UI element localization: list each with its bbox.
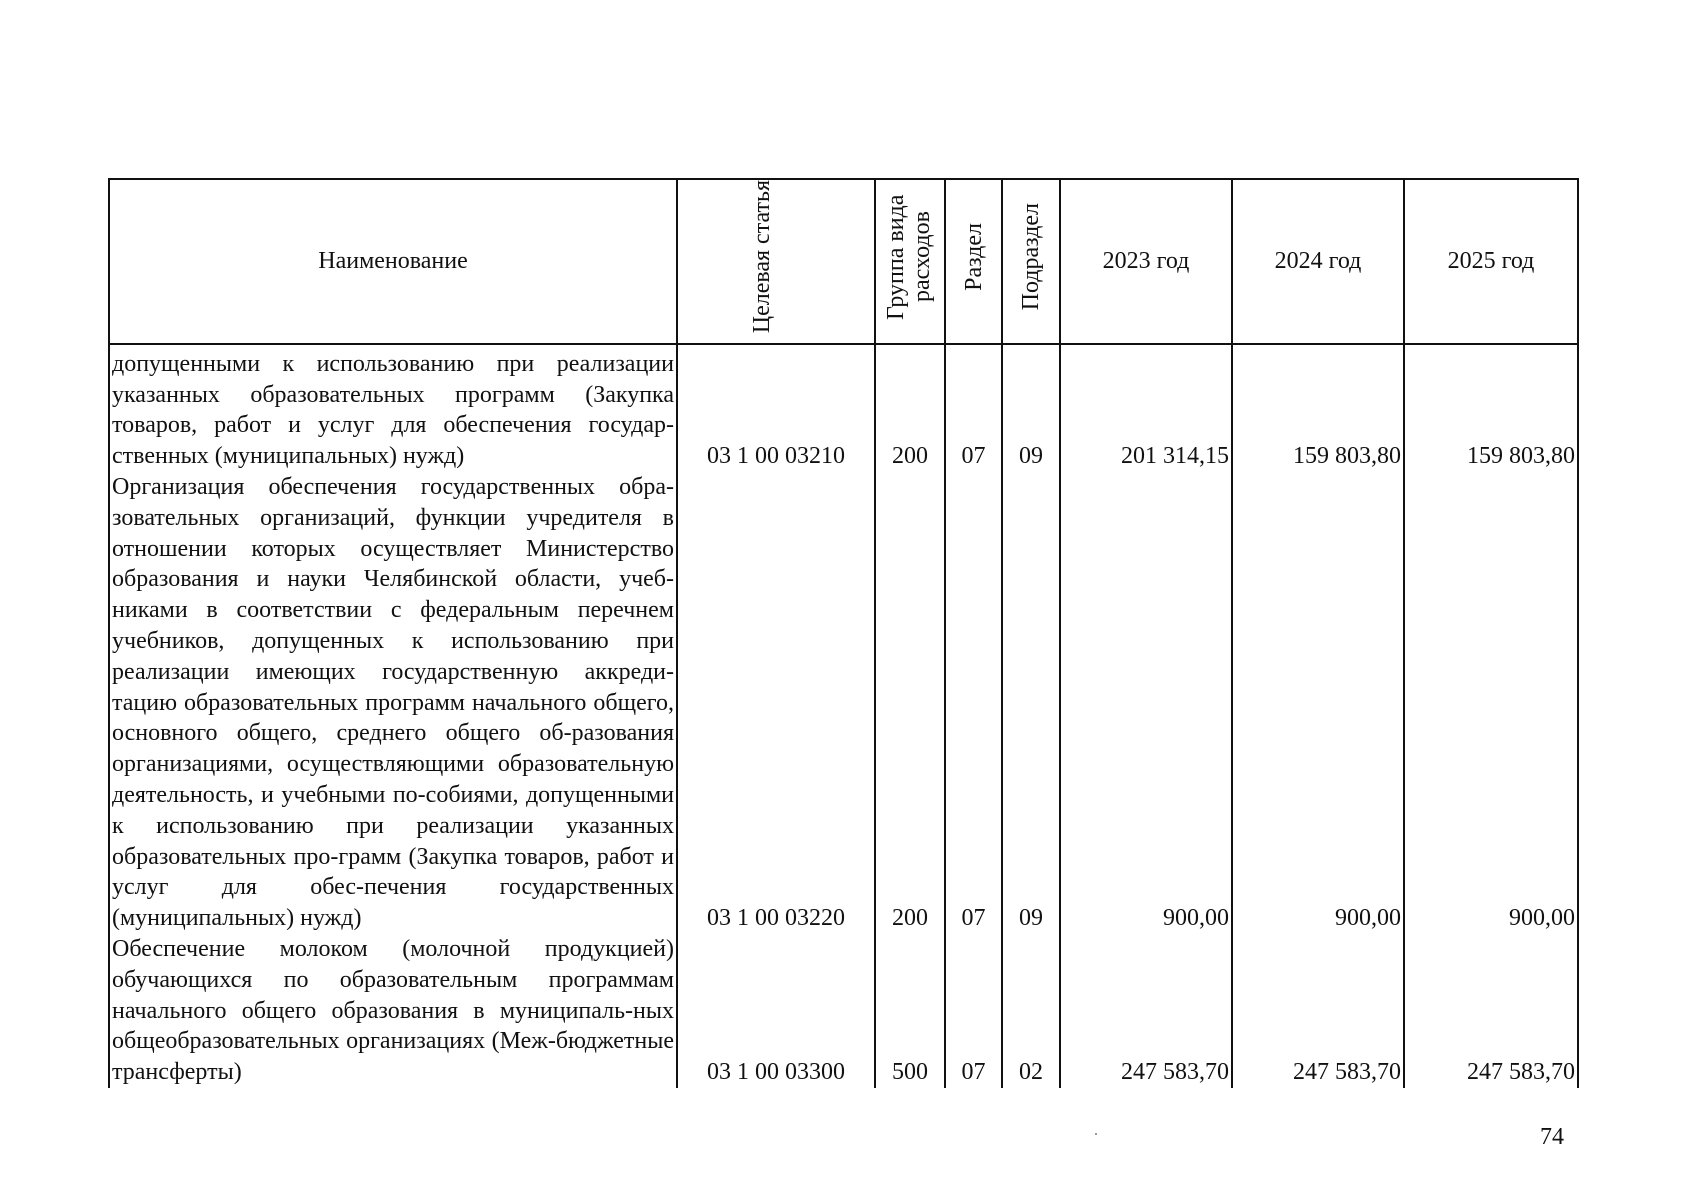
row-target-article: 03 1 00 03220 xyxy=(677,472,875,934)
row-amount-2024: 247 583,70 xyxy=(1232,934,1404,1088)
table-row xyxy=(109,344,1578,472)
row-subsection: 09 xyxy=(1002,344,1060,472)
header-section: Раздел xyxy=(945,179,1002,344)
row-section: 07 xyxy=(945,344,1002,472)
row-name: допущенными к использованию при реализации указанных образовательных программ (Закупка товаров, работ и услуг для обеспечения государ-ственных (муниципальных) нужд) xyxy=(109,344,677,472)
row-target-article: 03 1 00 03300 xyxy=(677,934,875,1088)
row-expense-group: 500 xyxy=(875,934,945,1088)
row-expense-group: 200 xyxy=(875,344,945,472)
row-target-article: 03 1 00 03210 xyxy=(677,344,875,472)
header-2024: 2024 год xyxy=(1232,179,1404,344)
row-amount-2024: 900,00 xyxy=(1232,472,1404,934)
row-name: Организация обеспечения государственных обра-зовательных организаций, функции учредителя в отношении которых осуществляет Министерство образования и науки Челябинской области, учеб-никами в соответствии с федеральным перечнем учебников, допущенных к использованию при реализации имеющих государственную аккреди-тацию образовательных программ начального общего, основного общего, среднего общего об-разования организациями, осуществляющими образовательную деятельность, и учебными по-собиями, допущенными к использованию при реализации указанных образовательных про-грамм (Закупка товаров, работ и услуг для обес-печения государственных (муниципальных) нужд) xyxy=(109,472,677,934)
header-subsection: Подраздел xyxy=(1002,179,1060,344)
table-row xyxy=(109,934,1578,1088)
row-amount-2025: 159 803,80 xyxy=(1404,344,1578,472)
header-2023: 2023 год xyxy=(1060,179,1232,344)
row-section: 07 xyxy=(945,934,1002,1088)
header-name: Наименование xyxy=(109,179,677,344)
row-amount-2025: 247 583,70 xyxy=(1404,934,1578,1088)
row-subsection: 09 xyxy=(1002,472,1060,934)
row-name: Обеспечение молоком (молочной продукцией) обучающихся по образовательным программам начального общего образования в муниципаль-ных общеобразовательных организациях (Меж-бюджетные трансферты) xyxy=(109,934,677,1088)
row-expense-group: 200 xyxy=(875,472,945,934)
row-amount-2024: 159 803,80 xyxy=(1232,344,1404,472)
row-subsection: 02 xyxy=(1002,934,1060,1088)
row-amount-2023: 900,00 xyxy=(1060,472,1232,934)
row-section: 07 xyxy=(945,472,1002,934)
row-amount-2025: 900,00 xyxy=(1404,472,1578,934)
page-number: 74 xyxy=(1540,1124,1564,1150)
row-amount-2023: 247 583,70 xyxy=(1060,934,1232,1088)
header-expense-group: Группа вида расходов xyxy=(875,179,945,344)
table-header-row xyxy=(109,179,1578,344)
table-row xyxy=(109,472,1578,934)
scan-speck xyxy=(1095,1133,1097,1135)
row-amount-2023: 201 314,15 xyxy=(1060,344,1232,472)
header-2025: 2025 год xyxy=(1404,179,1578,344)
header-target-article: Целевая статья xyxy=(677,179,875,344)
budget-table xyxy=(108,178,1579,1088)
